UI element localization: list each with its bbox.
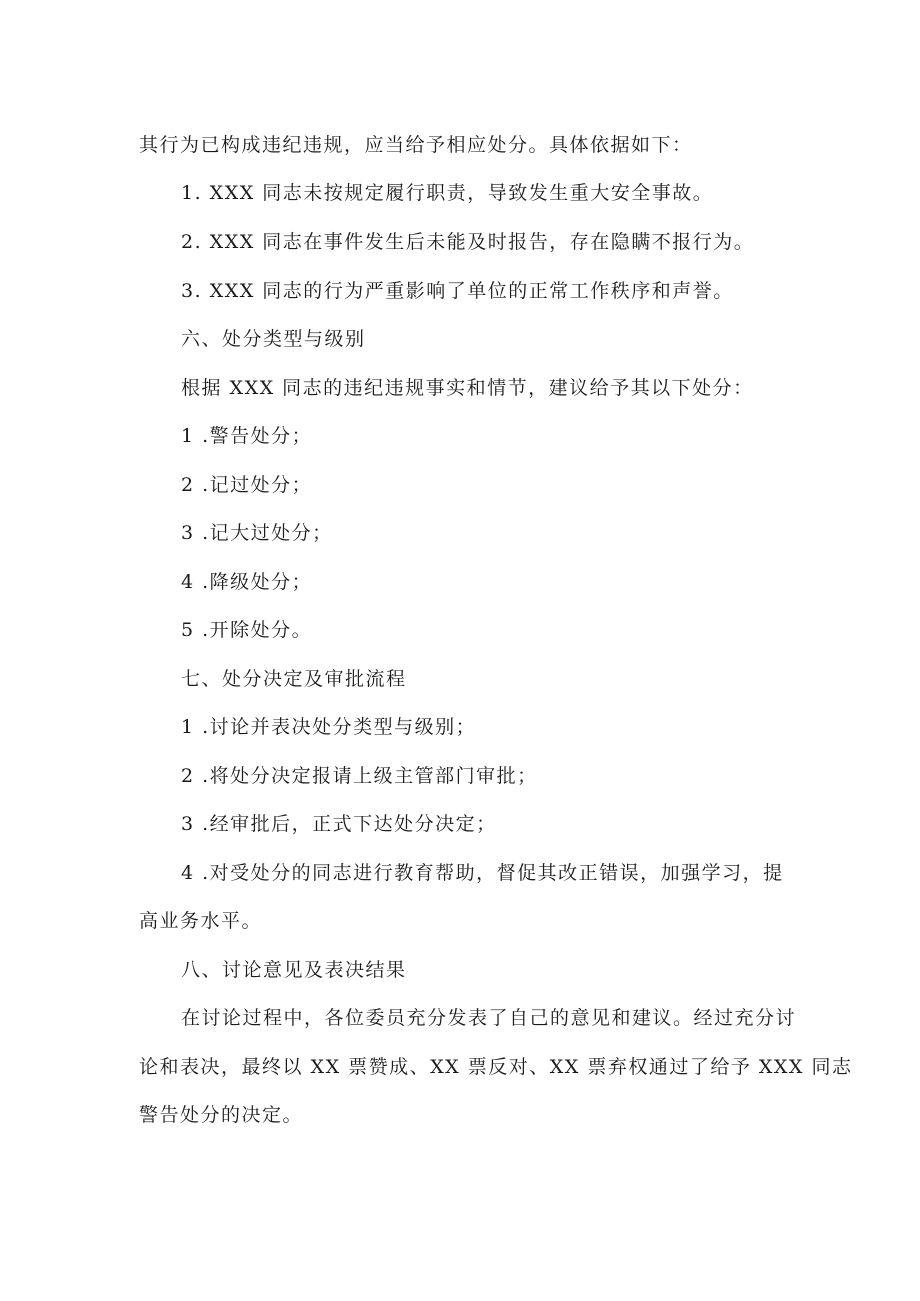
penalty-item-5: 5 .开除处分。 [181, 619, 313, 641]
section-heading-8: 八、讨论意见及表决结果 [181, 959, 407, 981]
process-item-1: 1 .讨论并表决处分类型与级别； [181, 716, 477, 738]
paragraph-continuation: 其行为已构成违纪违规，应当给予相应处分。具体依据如下： [139, 134, 693, 156]
section-heading-7: 七、处分决定及审批流程 [181, 668, 407, 690]
basis-item-1: 1. XXX 同志未按规定履行职责，导致发生重大安全事故。 [181, 182, 714, 204]
penalty-item-3: 3 .记大过处分； [181, 522, 333, 544]
basis-item-2: 2. XXX 同志在事件发生后未能及时报告，存在隐瞒不报行为。 [181, 231, 755, 253]
process-item-3: 3 .经审批后，正式下达处分决定； [181, 813, 497, 835]
penalty-item-2: 2 .记过处分； [181, 474, 313, 496]
process-item-2: 2 .将处分决定报请上级主管部门审批； [181, 765, 538, 787]
discussion-paragraph-line-1: 在讨论过程中，各位委员充分发表了自己的意见和建议。经过充分讨 [181, 1007, 797, 1029]
basis-item-3: 3. XXX 同志的行为严重影响了单位的正常工作秩序和声誉。 [181, 280, 734, 302]
discussion-paragraph-line-2: 论和表决，最终以 XX 票赞成、XX 票反对、XX 票弃权通过了给予 XXX 同志 [139, 1056, 853, 1078]
section-6-intro: 根据 XXX 同志的违纪违规事实和情节，建议给予其以下处分： [181, 377, 754, 399]
penalty-item-1: 1 .警告处分； [181, 425, 313, 447]
discussion-paragraph-line-3: 警告处分的决定。 [139, 1104, 304, 1126]
penalty-item-4: 4 .降级处分； [181, 571, 313, 593]
section-heading-6: 六、处分类型与级别 [181, 328, 366, 350]
process-item-4: 4 .对受处分的同志进行教育帮助，督促其改正错误，加强学习，提 [181, 862, 784, 884]
process-item-4-continued: 高业务水平。 [139, 910, 263, 932]
